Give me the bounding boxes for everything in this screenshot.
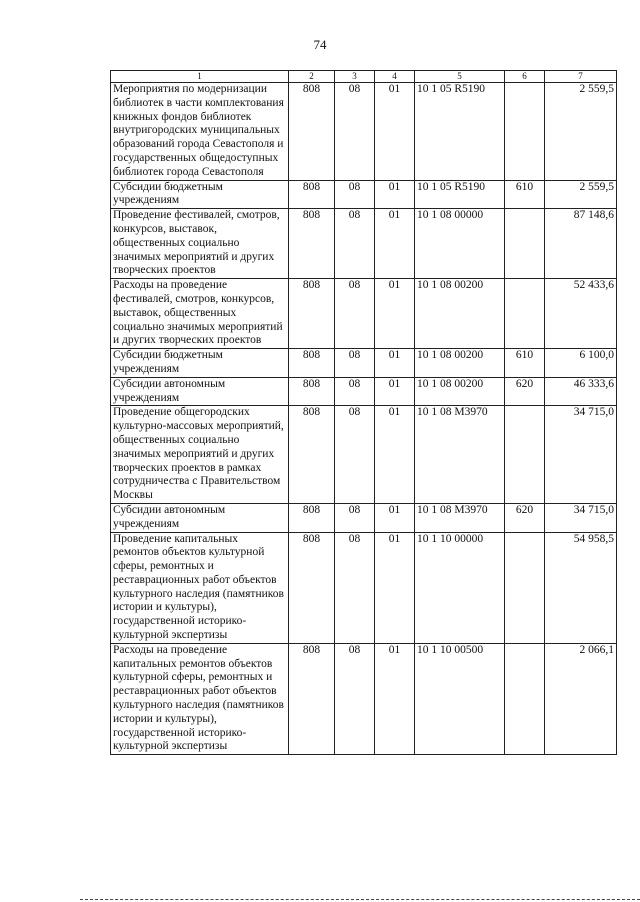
cell-subsection: 01 (375, 532, 415, 643)
column-header: 1 (111, 71, 289, 83)
page-number: 74 (313, 37, 327, 52)
cell-amount: 2 559,5 (545, 180, 617, 209)
cell-name: Мероприятия по модернизации библиотек в части комплектования книжных фондов библиотек внутригородских муниципальных образований города Севастополя и государственных общедоступных библиотек города Севастополя (111, 83, 289, 181)
column-header: 3 (335, 71, 375, 83)
cell-department: 808 (289, 180, 335, 209)
cell-section: 08 (335, 279, 375, 349)
table-row (111, 279, 617, 349)
cell-amount: 6 100,0 (545, 349, 617, 378)
cell-subsection: 01 (375, 83, 415, 181)
cell-section: 08 (335, 349, 375, 378)
cell-target-article: 10 1 08 00200 (415, 377, 505, 406)
cell-subsection: 01 (375, 406, 415, 504)
page-bottom-rule (80, 899, 640, 900)
cell-department: 808 (289, 377, 335, 406)
cell-name: Субсидии автономным учреждениям (111, 503, 289, 532)
cell-department: 808 (289, 643, 335, 754)
cell-name: Расходы на проведение капитальных ремонтов объектов культурной сферы, ремонтных и реставрационных работ объектов культурного наследия (памятников истории и культуры), государственной историко-культурной экспертизы (111, 643, 289, 754)
table-row (111, 349, 617, 378)
cell-department: 808 (289, 532, 335, 643)
cell-subsection: 01 (375, 349, 415, 378)
cell-name: Субсидии бюджетным учреждениям (111, 180, 289, 209)
cell-department: 808 (289, 503, 335, 532)
table-row (111, 532, 617, 643)
cell-department: 808 (289, 349, 335, 378)
cell-expense-type: 620 (505, 503, 545, 532)
table-row (111, 209, 617, 279)
column-header: 5 (415, 71, 505, 83)
cell-expense-type (505, 83, 545, 181)
table-row (111, 180, 617, 209)
cell-amount: 52 433,6 (545, 279, 617, 349)
table-row (111, 643, 617, 754)
budget-table (110, 70, 617, 755)
cell-expense-type (505, 209, 545, 279)
table-row (111, 503, 617, 532)
table-body (111, 83, 617, 755)
cell-expense-type: 620 (505, 377, 545, 406)
table-row (111, 83, 617, 181)
cell-section: 08 (335, 209, 375, 279)
cell-amount: 2 559,5 (545, 83, 617, 181)
cell-target-article: 10 1 08 00000 (415, 209, 505, 279)
cell-subsection: 01 (375, 279, 415, 349)
cell-amount: 87 148,6 (545, 209, 617, 279)
cell-amount: 46 333,6 (545, 377, 617, 406)
cell-department: 808 (289, 83, 335, 181)
cell-amount: 54 958,5 (545, 532, 617, 643)
cell-section: 08 (335, 180, 375, 209)
cell-target-article: 10 1 10 00500 (415, 643, 505, 754)
cell-section: 08 (335, 503, 375, 532)
column-header: 7 (545, 71, 617, 83)
cell-subsection: 01 (375, 180, 415, 209)
cell-name: Проведение капитальных ремонтов объектов культурной сферы, ремонтных и реставрационных работ объектов культурного наследия (памятников истории и культуры), государственной историко-культурной экспертизы (111, 532, 289, 643)
cell-amount: 34 715,0 (545, 503, 617, 532)
cell-expense-type: 610 (505, 349, 545, 378)
cell-expense-type (505, 279, 545, 349)
cell-department: 808 (289, 279, 335, 349)
cell-subsection: 01 (375, 643, 415, 754)
cell-amount: 34 715,0 (545, 406, 617, 504)
cell-name: Проведение общегородских культурно-массовых мероприятий, общественных социально значимых мероприятий и других творческих проектов в рамках сотрудничества с Правительством Москвы (111, 406, 289, 504)
cell-section: 08 (335, 643, 375, 754)
header-row (111, 71, 617, 83)
cell-name: Субсидии бюджетным учреждениям (111, 349, 289, 378)
cell-name: Проведение фестивалей, смотров, конкурсов, выставок, общественных социально значимых мероприятий и других творческих проектов (111, 209, 289, 279)
cell-target-article: 10 1 08 М3970 (415, 503, 505, 532)
cell-target-article: 10 1 10 00000 (415, 532, 505, 643)
cell-subsection: 01 (375, 377, 415, 406)
cell-expense-type (505, 406, 545, 504)
cell-section: 08 (335, 83, 375, 181)
cell-department: 808 (289, 406, 335, 504)
cell-subsection: 01 (375, 503, 415, 532)
cell-section: 08 (335, 406, 375, 504)
cell-name: Расходы на проведение фестивалей, смотров, конкурсов, выставок, общественных социально значимых мероприятий и других творческих проектов (111, 279, 289, 349)
cell-target-article: 10 1 08 00200 (415, 279, 505, 349)
cell-expense-type (505, 532, 545, 643)
cell-name: Субсидии автономным учреждениям (111, 377, 289, 406)
table-row (111, 406, 617, 504)
cell-subsection: 01 (375, 209, 415, 279)
cell-expense-type (505, 643, 545, 754)
table-row (111, 377, 617, 406)
cell-target-article: 10 1 05 R5190 (415, 180, 505, 209)
cell-amount: 2 066,1 (545, 643, 617, 754)
cell-section: 08 (335, 377, 375, 406)
cell-expense-type: 610 (505, 180, 545, 209)
cell-target-article: 10 1 08 М3970 (415, 406, 505, 504)
cell-section: 08 (335, 532, 375, 643)
column-header: 6 (505, 71, 545, 83)
cell-target-article: 10 1 08 00200 (415, 349, 505, 378)
cell-target-article: 10 1 05 R5190 (415, 83, 505, 181)
cell-department: 808 (289, 209, 335, 279)
column-header: 2 (289, 71, 335, 83)
column-header: 4 (375, 71, 415, 83)
